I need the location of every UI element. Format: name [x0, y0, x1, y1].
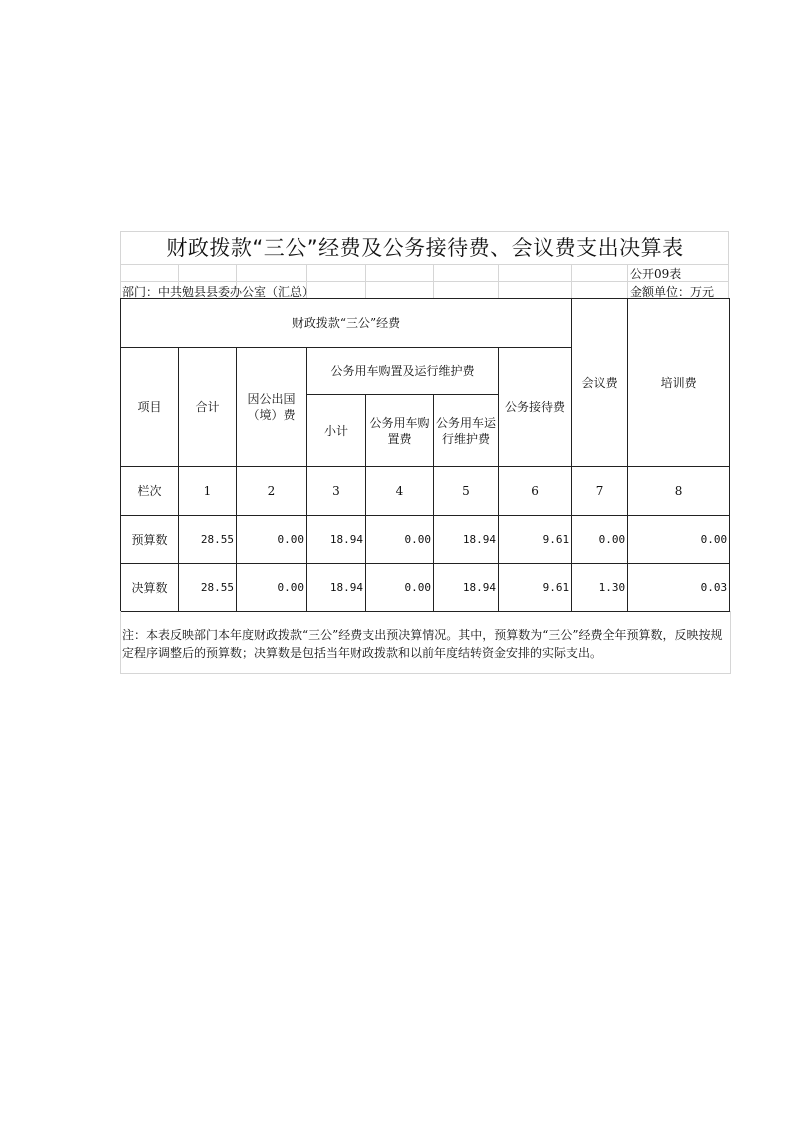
header-training: 培训费 — [628, 299, 730, 467]
header-project: 项目 — [121, 348, 179, 467]
index-cell: 3 — [307, 467, 366, 516]
row-label: 决算数 — [121, 564, 179, 612]
row-label: 预算数 — [121, 516, 179, 564]
value-cell: 18.94 — [434, 516, 499, 564]
header-abroad: 因公出国（境）费 — [237, 348, 307, 467]
value-cell: 18.94 — [434, 564, 499, 612]
header-total: 合计 — [179, 348, 237, 467]
grid-line — [498, 264, 499, 298]
header-meeting: 会议费 — [572, 299, 628, 467]
department-label: 部门：中共勉县县委办公室（汇总） — [122, 285, 315, 299]
grid-line — [365, 264, 366, 298]
value-cell: 0.00 — [366, 516, 434, 564]
grid-line — [433, 264, 434, 298]
value-cell: 0.00 — [237, 564, 307, 612]
index-cell: 6 — [499, 467, 572, 516]
index-cell: 4 — [366, 467, 434, 516]
header-vehicle-operation: 公务用车运行维护费 — [434, 395, 499, 467]
value-cell: 9.61 — [499, 564, 572, 612]
unit-label: 金额单位：万元 — [630, 285, 715, 299]
value-cell: 0.03 — [628, 564, 730, 612]
value-cell: 0.00 — [237, 516, 307, 564]
header-vehicle-group: 公务用车购置及运行维护费 — [307, 348, 499, 395]
index-label: 栏次 — [121, 467, 179, 516]
header-three-public: 财政拨款“三公”经费 — [121, 299, 572, 348]
grid-line — [627, 264, 628, 298]
value-cell: 28.55 — [179, 516, 237, 564]
value-cell: 1.30 — [572, 564, 628, 612]
index-row — [121, 467, 730, 516]
header-subtotal: 小计 — [307, 395, 366, 467]
footnote: 注：本表反映部门本年度财政拨款“三公”经费支出预决算情况。其中，预算数为“三公”经费全年预算数，反映按规定程序调整后的预算数；决算数是包括当年财政拨款和以前年度结转资金安排的实际支出。 — [122, 628, 723, 660]
table-row — [121, 516, 730, 564]
index-cell: 5 — [434, 467, 499, 516]
value-cell: 0.00 — [366, 564, 434, 612]
grid-line — [571, 264, 572, 298]
value-cell: 18.94 — [307, 564, 366, 612]
page-title: 财政拨款“三公”经费及公务接待费、会议费支出决算表 — [166, 236, 684, 260]
value-cell: 0.00 — [572, 516, 628, 564]
value-cell: 9.61 — [499, 516, 572, 564]
index-cell: 7 — [572, 467, 628, 516]
table-code: 公开09表 — [630, 267, 682, 281]
table-row — [121, 564, 730, 612]
value-cell: 28.55 — [179, 564, 237, 612]
expense-table — [120, 298, 730, 612]
index-cell: 2 — [237, 467, 307, 516]
value-cell: 18.94 — [307, 516, 366, 564]
header-vehicle-purchase: 公务用车购置费 — [366, 395, 434, 467]
index-cell: 8 — [628, 467, 730, 516]
header-reception: 公务接待费 — [499, 348, 572, 467]
index-cell: 1 — [179, 467, 237, 516]
value-cell: 0.00 — [628, 516, 730, 564]
